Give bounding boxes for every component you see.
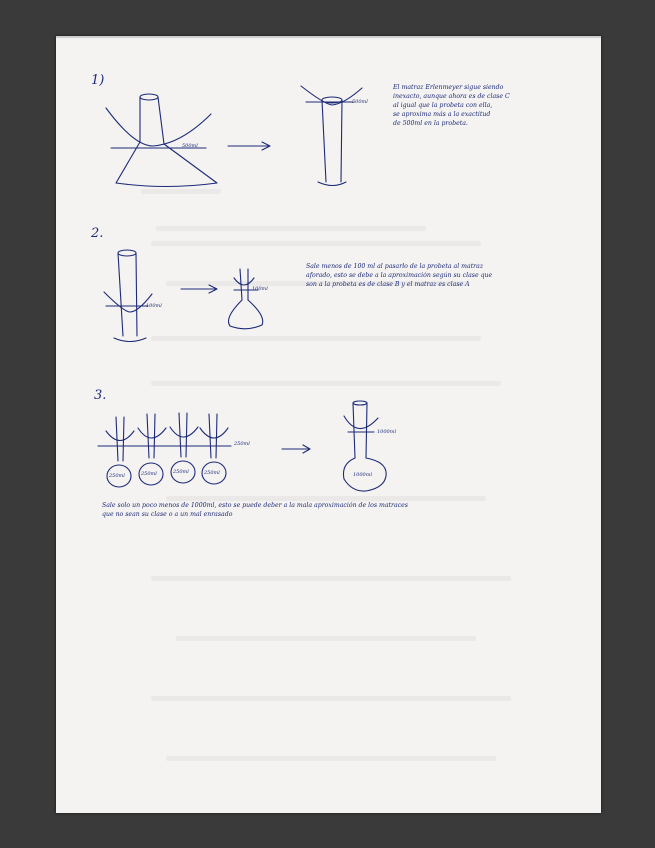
p1-erlenmeyer-flask-drawing — [106, 94, 217, 187]
note-line: inexacto, aunque ahora es de clase C — [393, 93, 510, 100]
p1-cylinder-volume-label: 500ml — [352, 99, 368, 105]
note-line: que no sean su clase o a un mal enrasado — [102, 511, 233, 518]
note-line: son a la probeta es de clase B y el matraz es clase A — [306, 281, 470, 288]
note-line: El matraz Erlenmeyer sigue siendo — [393, 84, 504, 91]
p2-arrow — [181, 285, 217, 293]
note-line: Sale menos de 100 ml al pasarlo de la probeta al matraz — [306, 263, 484, 270]
p3-small-flask-1-label: 250ml — [109, 473, 125, 479]
ink-drawings — [56, 36, 601, 813]
p3-small-flask-2-label: 250ml — [141, 471, 157, 477]
p2-cylinder-volume-label: 100ml — [146, 303, 162, 309]
p1-arrow — [228, 142, 270, 150]
note-line: al igual que la probeta con ella, — [393, 102, 493, 109]
note-line: Sale solo un poco menos de 1000ml, esto se puede deber a la mala aproximación de los matraces — [102, 502, 408, 509]
p3-big-flask-neck-label: 1000ml — [377, 429, 397, 435]
p1-flask-volume-label: 500ml — [182, 143, 198, 149]
problem-3-note — [102, 501, 572, 519]
problem-1-note — [393, 83, 593, 128]
note-line: se aproxima más a la exactitud — [393, 111, 491, 118]
note-line: de 500ml en la probeta. — [393, 120, 468, 127]
p2-volumetric-flask-drawing — [229, 269, 263, 329]
problem-2-note — [306, 262, 596, 289]
p2-cylinder-drawing — [104, 250, 152, 342]
p3-arrow — [282, 445, 310, 453]
p3-small-flask-4-label: 250ml — [204, 470, 220, 476]
problem-3-number: 3. — [94, 388, 107, 403]
p2-flask-volume-label: 100ml — [252, 286, 268, 292]
p3-big-flask-body-label: 1000ml — [353, 472, 373, 478]
p3-small-flask-3-label: 250ml — [173, 469, 189, 475]
note-line: aforado, esto se debe a la aproximación según su clase que — [306, 272, 493, 279]
problem-1-number: 1) — [91, 73, 105, 88]
p3-line-volume-label: 250ml — [234, 441, 250, 447]
scanned-page — [56, 36, 601, 813]
problem-2-number: 2. — [91, 226, 104, 241]
